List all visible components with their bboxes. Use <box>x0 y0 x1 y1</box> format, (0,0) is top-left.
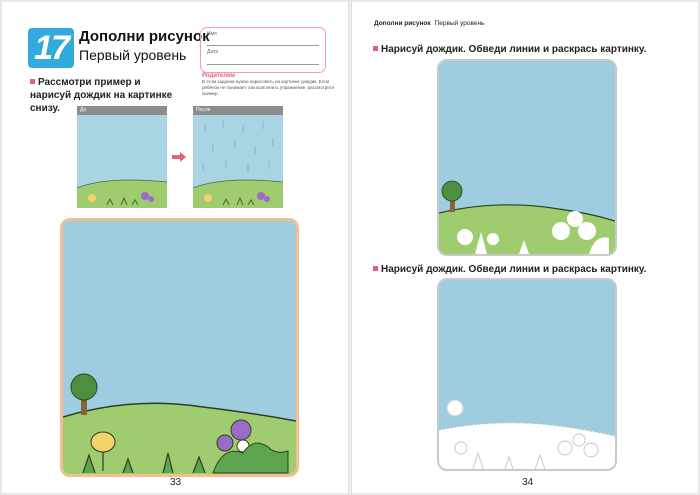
page-number-right: 34 <box>522 477 534 488</box>
header-level: Первый уровень <box>434 20 485 27</box>
example-after-label: После <box>193 106 283 115</box>
drawing-area-right-2[interactable] <box>437 278 617 471</box>
arrow-right-icon <box>172 152 186 162</box>
parents-note <box>202 73 342 97</box>
example-before-picture <box>77 106 167 208</box>
meadow-picture-outline <box>439 280 615 469</box>
lesson-number-badge: 17 <box>28 28 74 68</box>
running-header <box>374 20 484 27</box>
page-number-left: 33 <box>170 477 182 488</box>
lesson-title: Дополни рисунок <box>79 28 210 45</box>
drawing-area-right-1[interactable] <box>437 59 617 256</box>
instruction-text: Нарисуй дождик. Обведи линии и раскрась картинку. <box>381 44 647 55</box>
page-33 <box>2 2 348 493</box>
example-after-picture <box>193 106 283 208</box>
example-after <box>193 106 283 208</box>
instruction-text: Рассмотри пример и нарисуй дождик на картинке снизу. <box>30 77 173 114</box>
bullet-icon <box>373 46 378 51</box>
drawing-area-left[interactable] <box>60 218 299 477</box>
parents-title: Родителям <box>202 73 235 79</box>
name-label: Имя <box>207 31 217 37</box>
example-before-label: До <box>77 106 167 115</box>
meadow-picture <box>63 221 296 474</box>
header-title: Дополни рисунок <box>374 20 431 27</box>
meadow-picture-colored <box>439 61 615 254</box>
example-before <box>77 106 167 208</box>
parents-text: В этом задании нужно нарисовать на картинке дождик. Если ребёнок не понимает, как выполнить упражнение, рассмотрите пример. <box>202 79 335 96</box>
page-34 <box>352 2 698 493</box>
instruction-right-1 <box>373 43 646 56</box>
date-label: Дата <box>207 49 219 55</box>
name-line[interactable] <box>207 45 319 46</box>
lesson-level: Первый уровень <box>79 47 187 63</box>
instruction-right-2 <box>373 263 646 276</box>
instruction-text: Нарисуй дождик. Обведи линии и раскрась картинку. <box>381 264 647 275</box>
date-line[interactable] <box>207 64 319 65</box>
name-date-form <box>200 27 326 73</box>
bullet-icon <box>30 79 35 84</box>
bullet-icon <box>373 266 378 271</box>
